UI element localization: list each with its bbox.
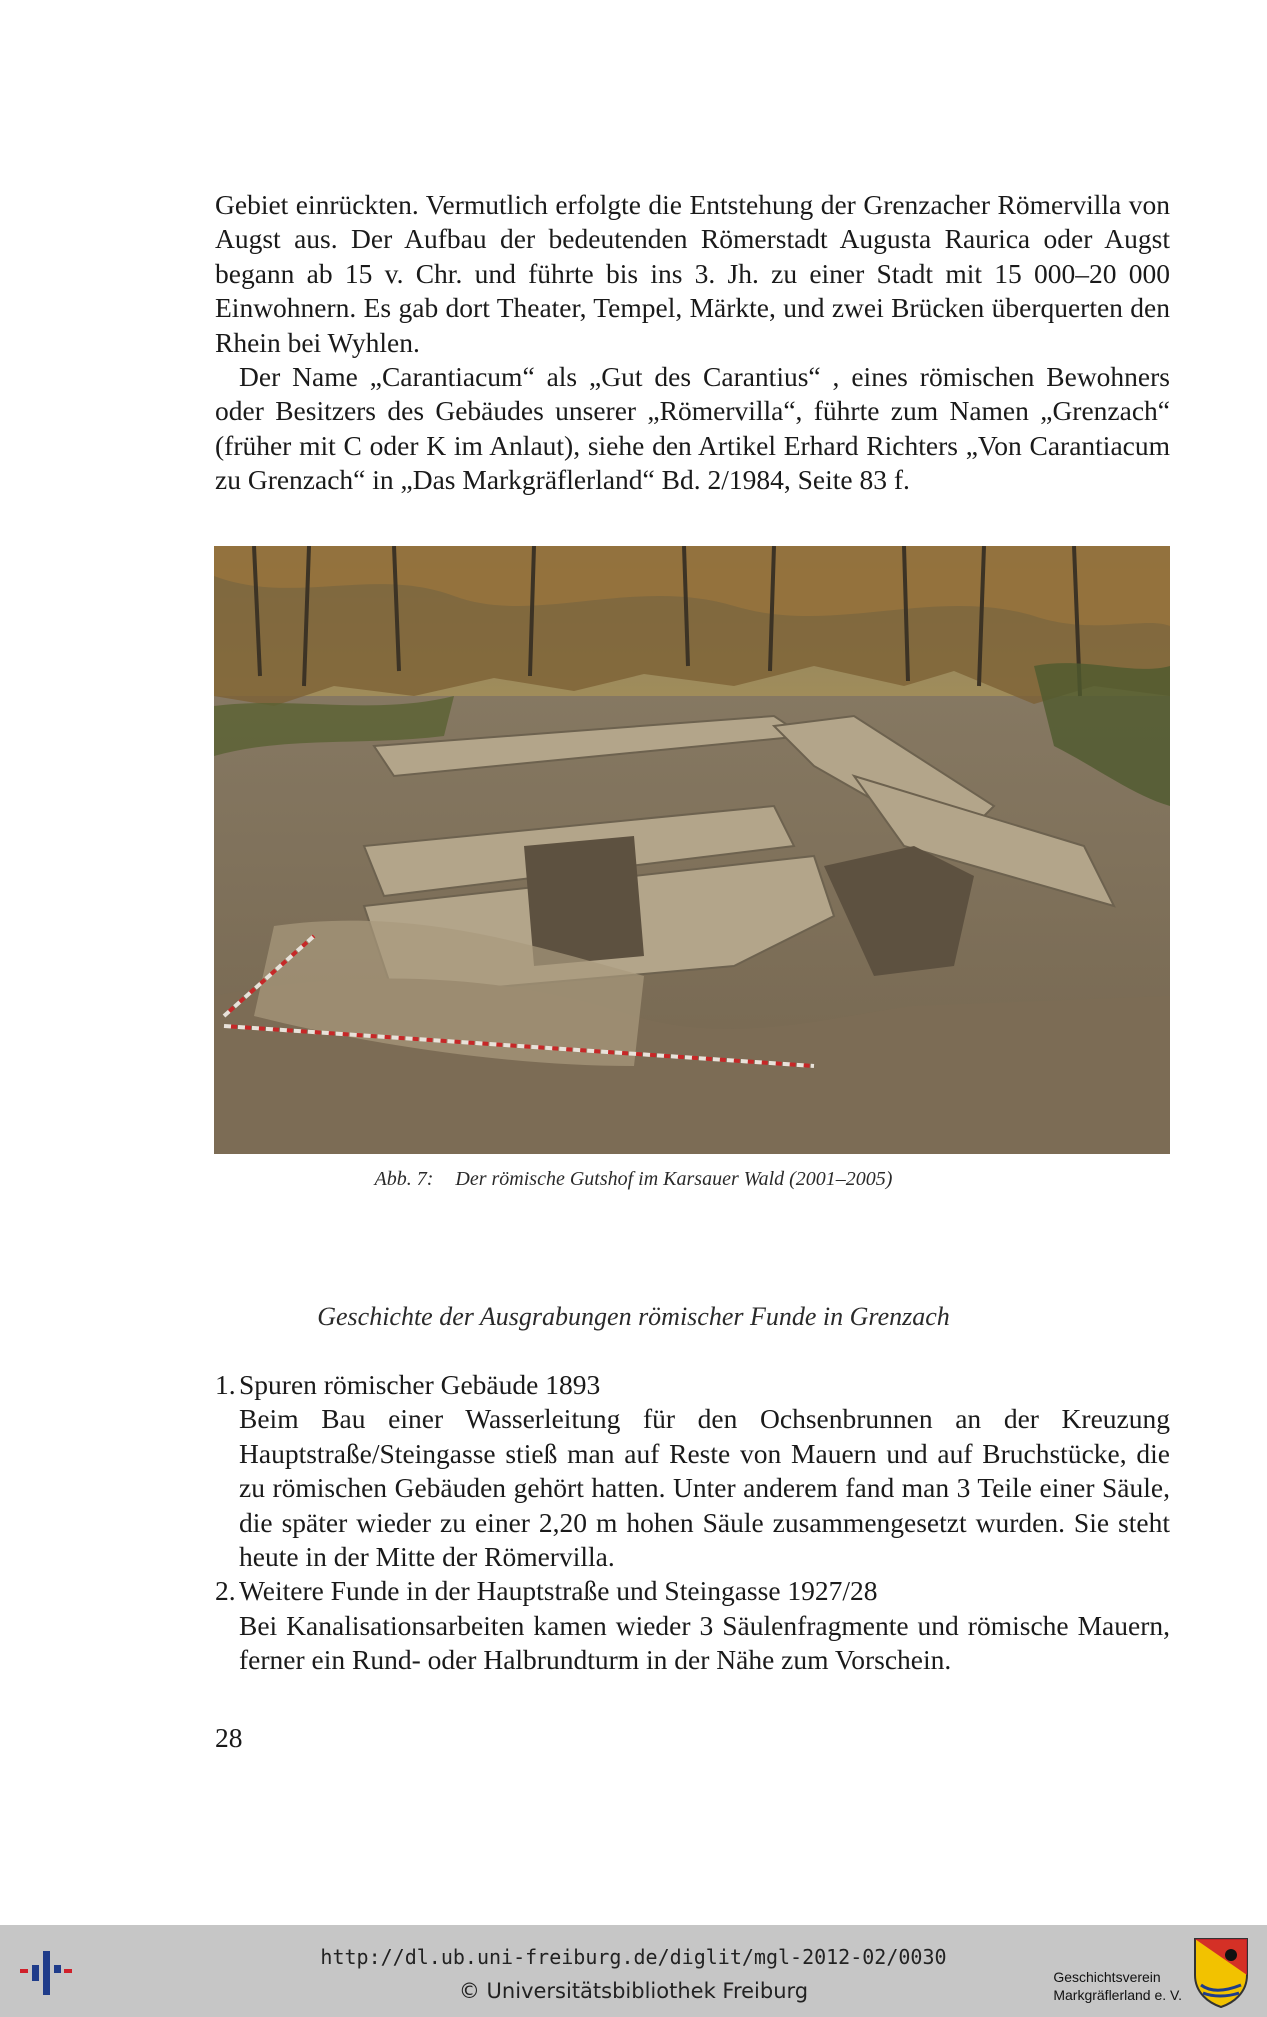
figure-label: Abb. 7: (374, 1168, 434, 1190)
footer-org-line: Markgräflerland e. V. (1053, 1987, 1182, 2003)
coat-of-arms-icon (1191, 1935, 1251, 2009)
list-item (215, 1574, 1170, 1677)
figure-caption (0, 1168, 1267, 1191)
list-item-number: 2. (215, 1575, 236, 1607)
body-text (215, 188, 1170, 498)
section-title: Geschichte der Ausgrabungen römischer Funde in Grenzach (317, 1302, 950, 1331)
figure-caption-text: Der römische Gutshof im Karsauer Wald (2001–2005) (455, 1168, 893, 1190)
list-item-head (215, 1368, 1170, 1402)
list-item-text: Bei Kanalisationsarbeiten kamen wieder 3 Säulenfragmente und römische Mauern, ferner ein Rund- oder Halbrundturm in der Nähe zum Vorschein. (239, 1609, 1170, 1676)
footer-url-link[interactable]: http://dl.ub.uni-freiburg.de/diglit/mgl-2012-02/0030 (320, 1945, 947, 1969)
list-item-text: Beim Bau einer Wasserleitung für den Ochsenbrunnen an der Kreuzung Hauptstraße/Steingasse stieß man auf Reste von Mauern und auf Bruchstücke, die zu römischen Gebäuden gehört hatten. Unter anderem fand man 3 Teile einer Säule, die später wieder zu einer 2,20 m hohen Säule zusammengesetzt wurden. Sie steht heute in der Mitte der Römervilla. (239, 1403, 1170, 1573)
list-item-head (215, 1574, 1170, 1608)
paragraph: Der Name „Carantiacum“ als „Gut des Carantius“ , eines römischen Bewohners oder Besitzers des Gebäudes unserer „Römervilla“, führte zum Namen „Grenzach“ (früher mit C oder K im Anlaut), siehe den Artikel Erhard Richters „Von Carantiacum zu Grenzach“ in „Das Markgräflerland“ Bd. 2/1984, Seite 83 f. (215, 361, 1170, 496)
findings-list (215, 1368, 1170, 1678)
footer-bar (0, 1925, 1267, 2017)
page-number: 28 (215, 1722, 243, 1753)
paragraph: Gebiet einrückten. Vermutlich erfolgte die Entstehung der Grenzacher Römervilla von Augst aus. Der Aufbau der bedeutenden Römerstadt Augusta Raurica oder Augst begann ab 15 v. Chr. und führte bis ins 3. Jh. zu einer Stadt mit 15 000–20 000 Einwohnern. Es gab dort Theater, Tempel, Märkte, und zwei Brücken überquerten den Rhein bei Wyhlen. (215, 189, 1170, 358)
list-item-title: Spuren römischer Gebäude 1893 (239, 1369, 601, 1400)
footer-organization (1053, 1968, 1182, 2004)
footer-org-line: Geschichtsverein (1053, 1969, 1161, 1985)
list-item-title: Weitere Funde in der Hauptstraße und Steingasse 1927/28 (239, 1575, 878, 1607)
list-item (215, 1368, 1170, 1574)
footer-copyright: © Universitätsbibliothek Freiburg (458, 1979, 809, 2003)
excavation-photo (214, 546, 1170, 1154)
excavation-photo-image (214, 546, 1170, 1154)
list-item-number: 1. (215, 1369, 236, 1400)
